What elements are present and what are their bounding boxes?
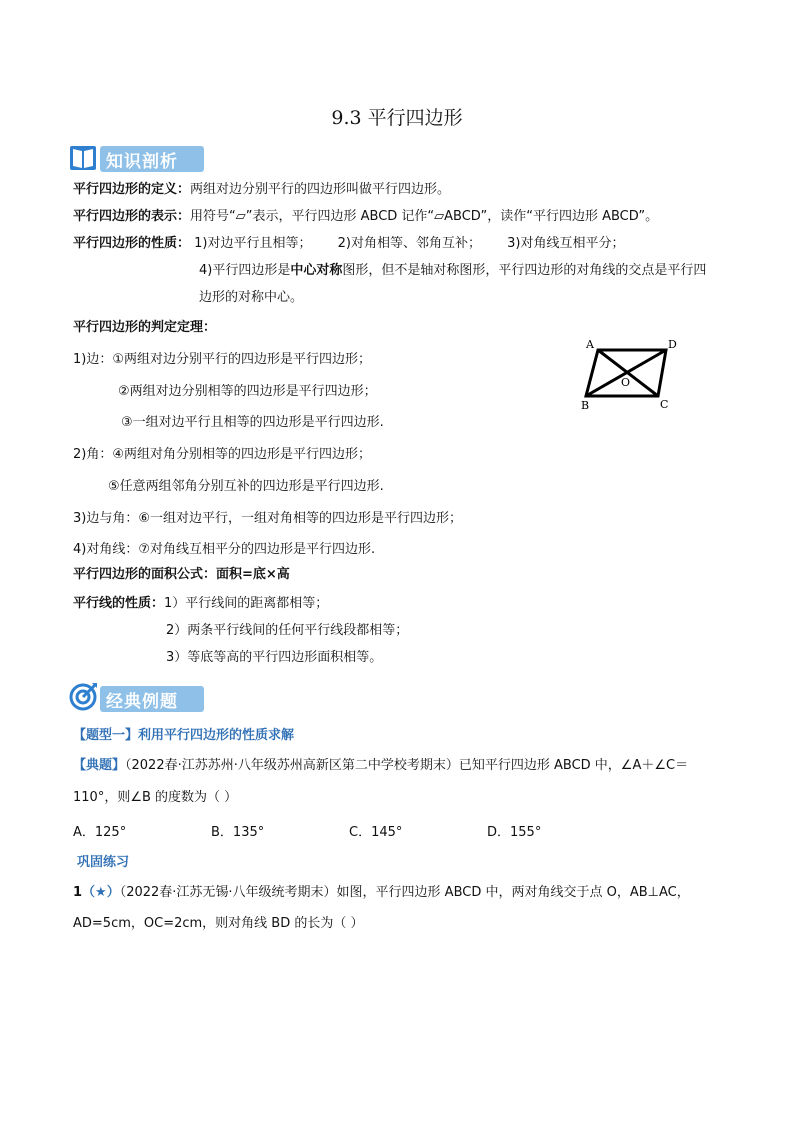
definition-line: 平行四边形的定义：两组对边分别平行的四边形叫做平行四边形。: [73, 182, 451, 197]
criterion-3: ③一组对边平行且相等的四边形是平行四边形.: [121, 415, 384, 430]
criterion-2: ②两组对边分别相等的四边形是平行四边形；: [118, 384, 377, 399]
section-banner-examples: [68, 680, 208, 713]
criterion-7: 4)对角线：⑦对角线互相平分的四边形是平行四边形.: [73, 542, 376, 557]
property-4-cont: 边形的对称中心。: [199, 290, 304, 305]
banner-label: 经典例题: [106, 692, 178, 712]
example-line-1: 【典题】（2022春·江苏苏州·八年级苏州高新区第二中学校考期末）已知平行四边形 ABCD 中，∠A＋∠C＝: [73, 758, 689, 773]
parallel-prop-2: 2）两条平行线间的任何平行线段都相等；: [166, 623, 409, 638]
option-d[interactable]: D．155°: [487, 825, 542, 840]
vertex-d: D: [668, 338, 677, 351]
option-b[interactable]: B．135°: [211, 825, 265, 840]
parallel-props-line: 平行线的性质：1）平行线间的距离都相等；: [73, 596, 329, 611]
properties-line: 平行四边形的性质： 1)对边平行且相等； 2)对角相等、邻角互补； 3)对角线互相平分；: [73, 236, 625, 251]
page-title: 9.3 平行四边形: [331, 107, 463, 129]
notation-line: 平行四边形的表示：用符号“▱”表示，平行四边形 ABCD 记作“▱ABCD”，读作“平行四边形 ABCD”。: [73, 209, 659, 224]
question-type-heading: 【题型一】利用平行四边形的性质求解: [73, 728, 295, 743]
criteria-label: 平行四边形的判定定理：: [73, 320, 217, 335]
option-c[interactable]: C．145°: [349, 825, 403, 840]
criterion-1: 1)边：①两组对边分别平行的四边形是平行四边形；: [73, 352, 371, 367]
example-line-2: 110°，则∠B 的度数为（ ）: [73, 790, 238, 805]
vertex-b: B: [581, 399, 590, 412]
book-icon: [68, 140, 98, 173]
parallel-prop-3: 3）等底等高的平行四边形面积相等。: [166, 650, 383, 665]
practice-heading: 巩固练习: [77, 855, 130, 870]
parallelogram-figure: [578, 336, 686, 414]
vertex-c: C: [660, 398, 669, 411]
property-4-line: 4)平行四边形是中心对称图形，但不是轴对称图形，平行四边形的对角线的交点是平行四: [199, 263, 707, 278]
section-banner-knowledge: [68, 140, 208, 173]
banner-label: 知识剖析: [106, 152, 178, 172]
criterion-6: 3)边与角：⑥一组对边平行，一组对角相等的四边形是平行四边形；: [73, 511, 462, 526]
criterion-5: ⑤任意两组邻角分别互补的四边形是平行四边形.: [108, 479, 384, 494]
question-1-line-1: 1（★）（2022春·江苏无锡·八年级统考期末）如图，平行四边形 ABCD 中，两对角线交于点 O，AB⊥AC，: [73, 885, 690, 900]
vertex-o: O: [621, 376, 631, 389]
option-a[interactable]: A．125°: [73, 825, 127, 840]
area-formula: 平行四边形的面积公式：面积=底×高: [73, 567, 290, 582]
target-icon: [68, 680, 98, 713]
criterion-4: 2)角：④两组对角分别相等的四边形是平行四边形；: [73, 447, 371, 462]
vertex-a: A: [586, 338, 594, 351]
question-1-line-2: AD=5cm，OC=2cm，则对角线 BD 的长为（ ）: [73, 916, 364, 931]
